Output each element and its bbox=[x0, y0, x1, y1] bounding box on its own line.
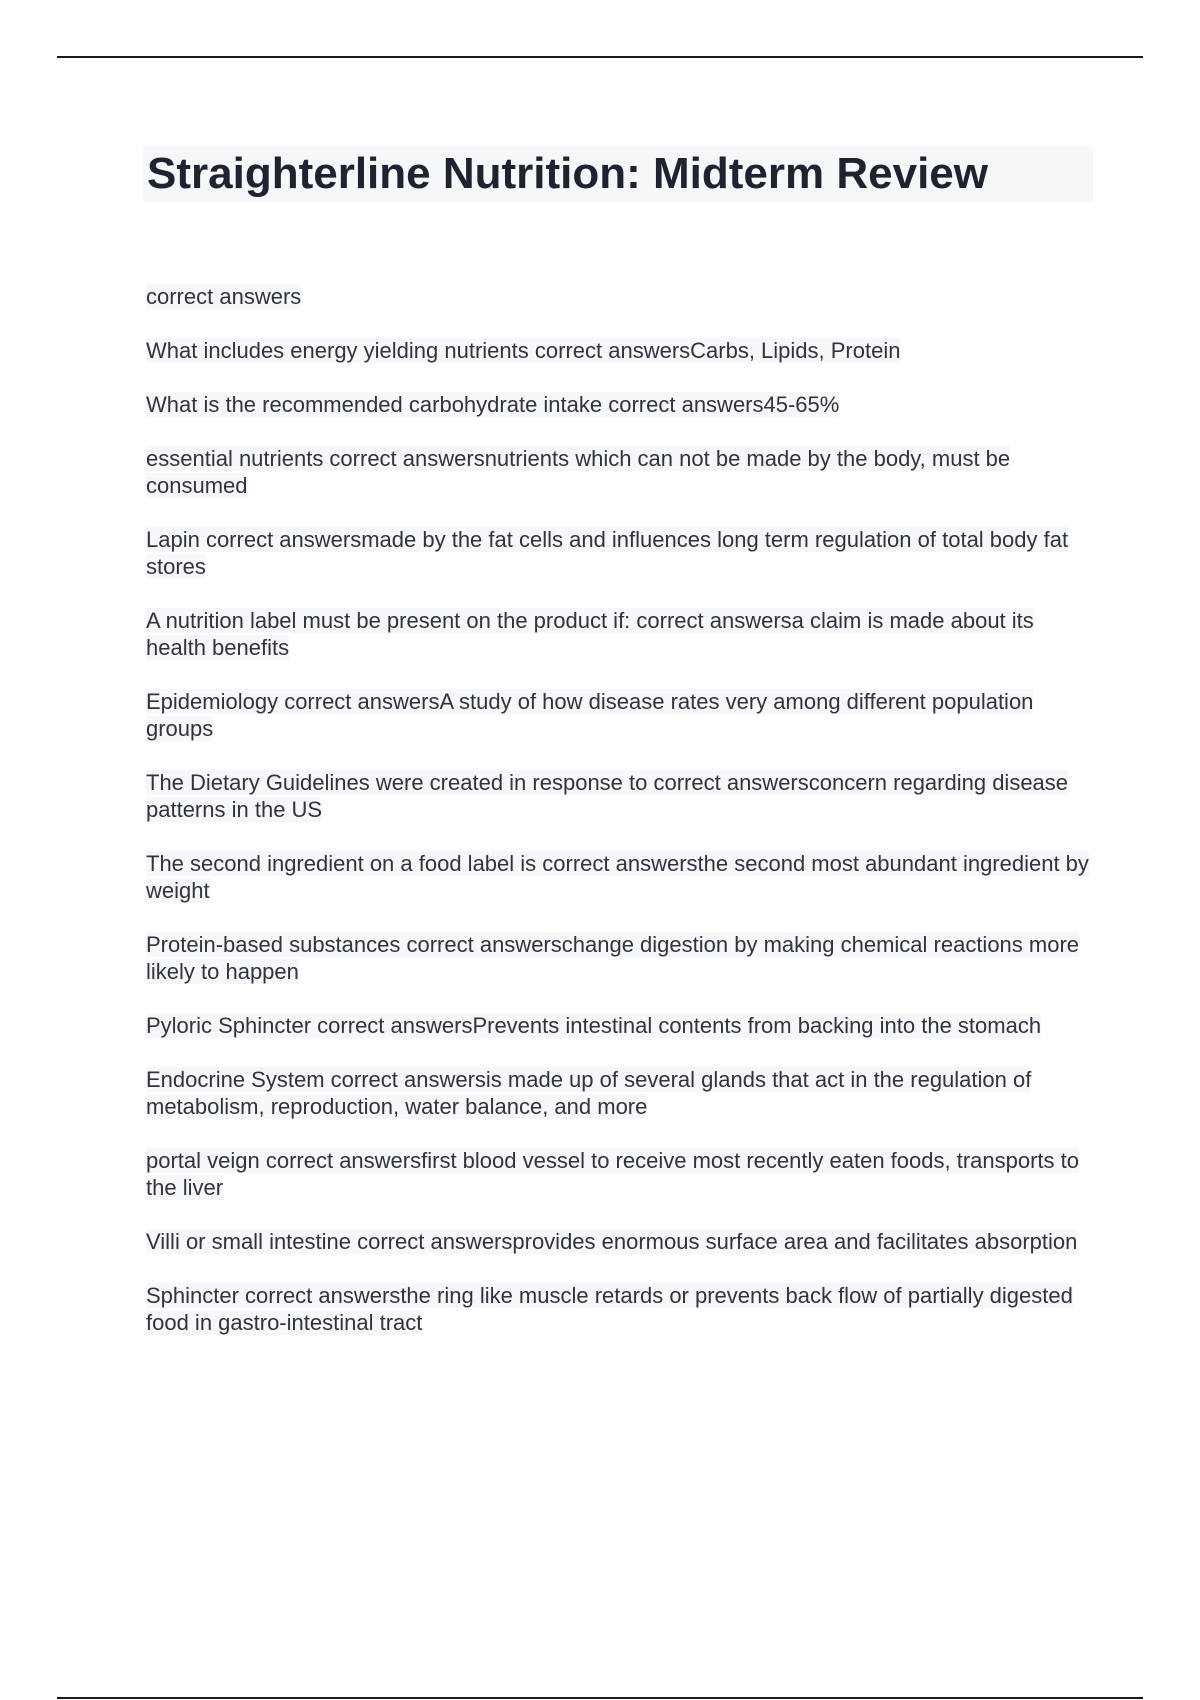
qa-item: portal veign correct answersfirst blood vessel to receive most recently eaten foods, transports to the liver bbox=[146, 1148, 1079, 1200]
qa-item: The second ingredient on a food label is correct answersthe second most abundant ingredient by weight bbox=[146, 851, 1089, 903]
qa-item: Villi or small intestine correct answersprovides enormous surface area and facilitates absorption bbox=[146, 1229, 1078, 1254]
qa-item: Endocrine System correct answersis made up of several glands that act in the regulation of metabolism, reproduction, water balance, and more bbox=[146, 1067, 1032, 1119]
qa-list bbox=[146, 283, 1090, 1363]
qa-item: essential nutrients correct answersnutrients which can not be made by the body, must be consumed bbox=[146, 446, 1011, 498]
qa-item: Pyloric Sphincter correct answersPrevents intestinal contents from backing into the stomach bbox=[146, 1013, 1042, 1038]
bottom-divider bbox=[57, 1697, 1143, 1699]
page-title: Straighterline Nutrition: Midterm Review bbox=[147, 149, 988, 198]
qa-item: What includes energy yielding nutrients correct answersCarbs, Lipids, Protein bbox=[146, 338, 901, 363]
qa-item: The Dietary Guidelines were created in response to correct answersconcern regarding disease patterns in the US bbox=[146, 770, 1069, 822]
top-divider bbox=[57, 56, 1143, 58]
title-block bbox=[143, 146, 1093, 202]
qa-item: What is the recommended carbohydrate intake correct answers45-65% bbox=[146, 392, 840, 417]
qa-item: A nutrition label must be present on the product if: correct answersa claim is made about its health benefits bbox=[146, 608, 1034, 660]
qa-item: Epidemiology correct answersA study of how disease rates very among different population groups bbox=[146, 689, 1034, 741]
qa-item: Sphincter correct answersthe ring like muscle retards or prevents back flow of partially digested food in gastro-intestinal tract bbox=[146, 1283, 1073, 1335]
lead-text: correct answers bbox=[146, 284, 302, 309]
qa-item: Lapin correct answersmade by the fat cells and influences long term regulation of total body fat stores bbox=[146, 527, 1069, 579]
qa-item: Protein-based substances correct answerschange digestion by making chemical reactions more likely to happen bbox=[146, 932, 1080, 984]
